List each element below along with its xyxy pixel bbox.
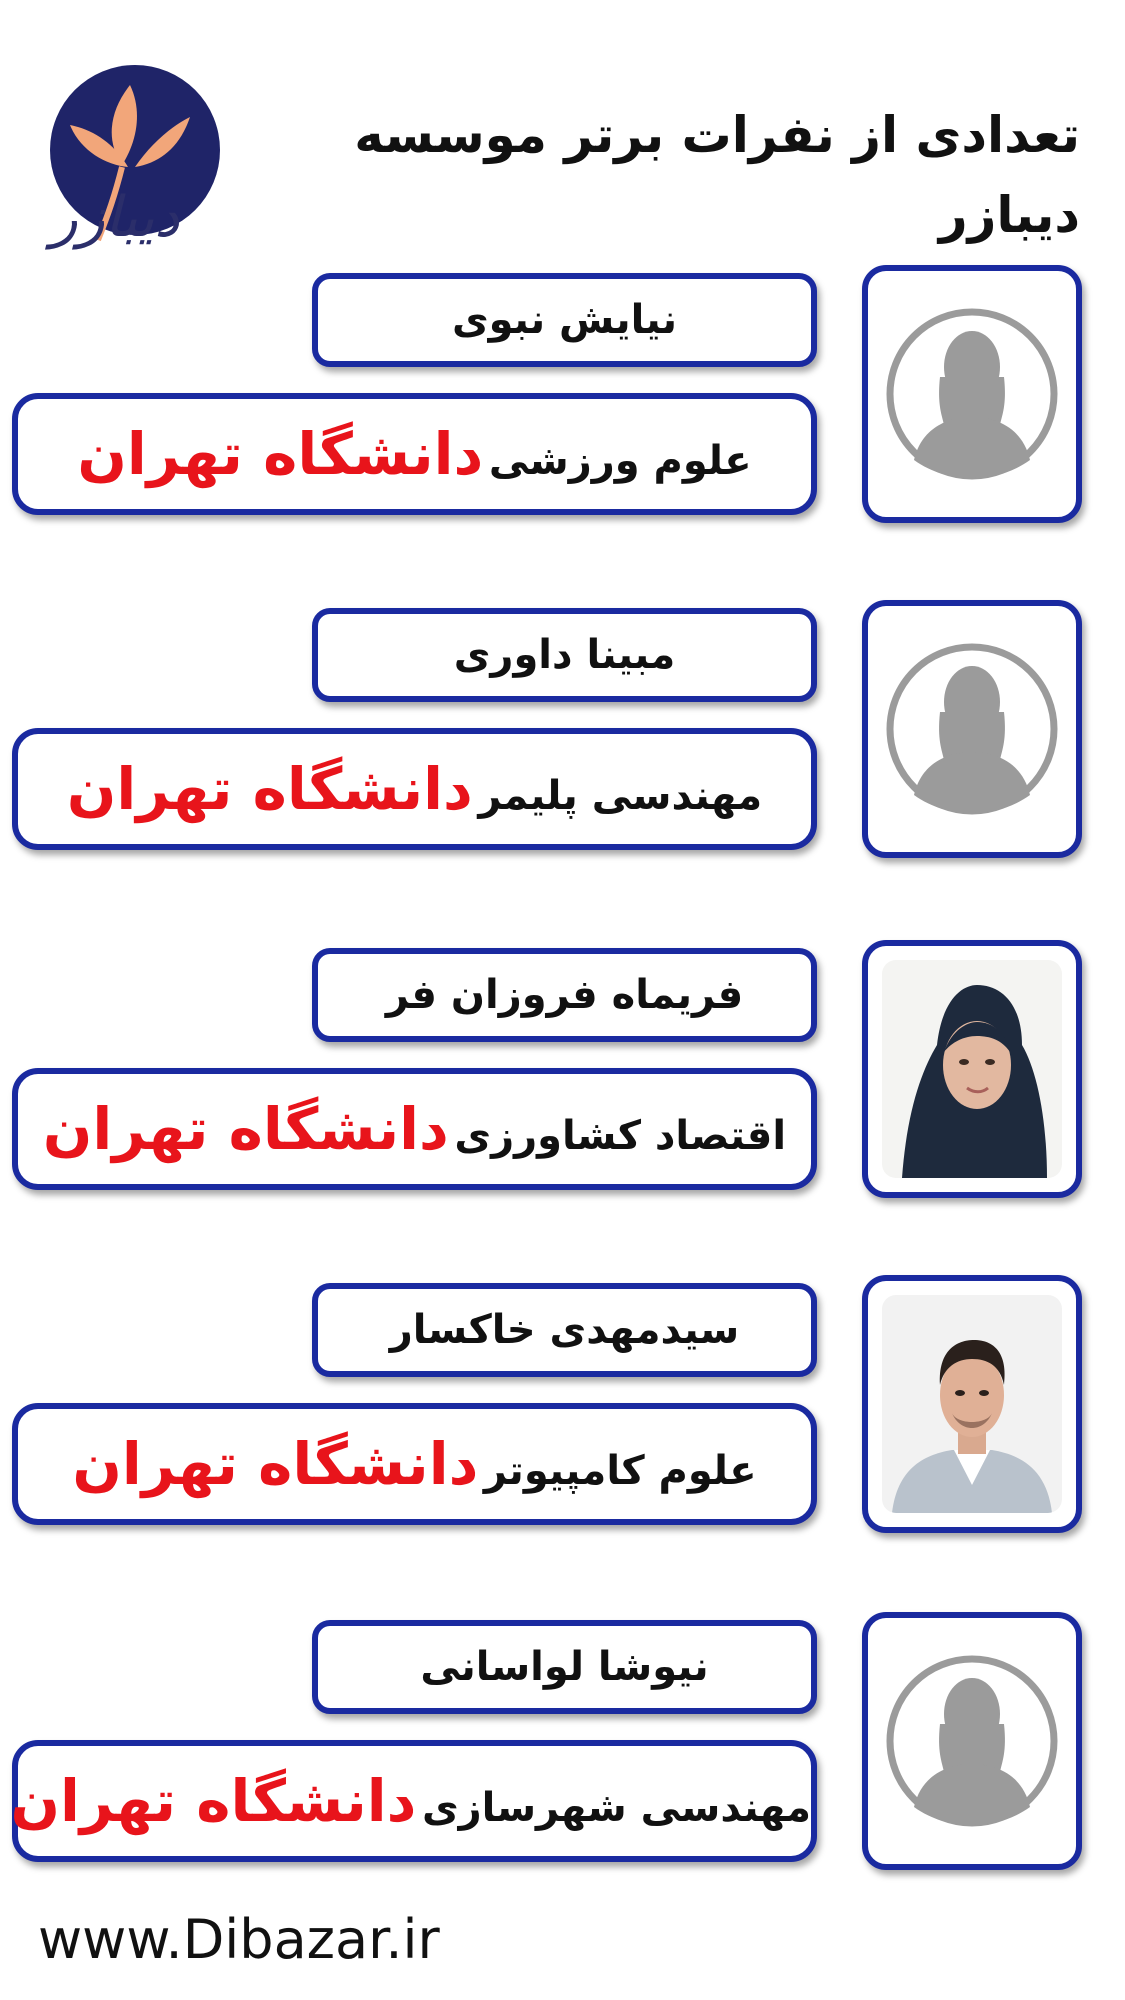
student-major: علوم کامپیوتر [483, 1448, 757, 1494]
student-field [12, 1068, 817, 1190]
student-university: دانشگاه تهران [77, 420, 484, 488]
student-field [12, 393, 817, 515]
student-photo-female [882, 960, 1062, 1178]
photo-frame [862, 265, 1082, 523]
student-name: نیوشا لواسانی [312, 1620, 817, 1714]
logo-text: دیبازر [50, 185, 180, 250]
student-name: نیایش نبوی [312, 273, 817, 367]
student-photo-male [882, 1295, 1062, 1513]
student-field [12, 1403, 817, 1525]
photo-frame [862, 1275, 1082, 1533]
student-field [12, 1740, 817, 1862]
student-major: اقتصاد کشاورزی [454, 1113, 787, 1159]
photo-frame [862, 600, 1082, 858]
avatar-placeholder-icon [882, 1632, 1062, 1850]
student-university: دانشگاه تهران [66, 755, 473, 823]
student-major: علوم ورزشی [488, 438, 752, 484]
student-name: سیدمهدی خاکسار [312, 1283, 817, 1377]
student-card-4 [0, 1275, 1125, 1545]
photo-frame [862, 1612, 1082, 1870]
student-university: دانشگاه تهران [72, 1430, 479, 1498]
website-url[interactable]: www.Dibazar.ir [38, 1908, 440, 1971]
student-name: مبینا داوری [312, 608, 817, 702]
student-card-3 [0, 940, 1125, 1210]
student-card-1 [0, 265, 1125, 535]
photo-frame [862, 940, 1082, 1198]
student-name: فریماه فروزان فر [312, 948, 817, 1042]
student-university: دانشگاه تهران [10, 1767, 417, 1835]
student-major: مهندسی شهرسازی [421, 1785, 811, 1831]
student-university: دانشگاه تهران [42, 1095, 449, 1163]
page-title: تعدادی از نفرات برتر موسسه دیبازر [354, 106, 1080, 244]
student-card-2 [0, 600, 1125, 870]
student-major: مهندسی پلیمر [478, 773, 763, 819]
student-field [12, 728, 817, 850]
avatar-placeholder-icon [882, 285, 1062, 503]
avatar-placeholder-icon [882, 620, 1062, 838]
student-card-5 [0, 1612, 1125, 1882]
